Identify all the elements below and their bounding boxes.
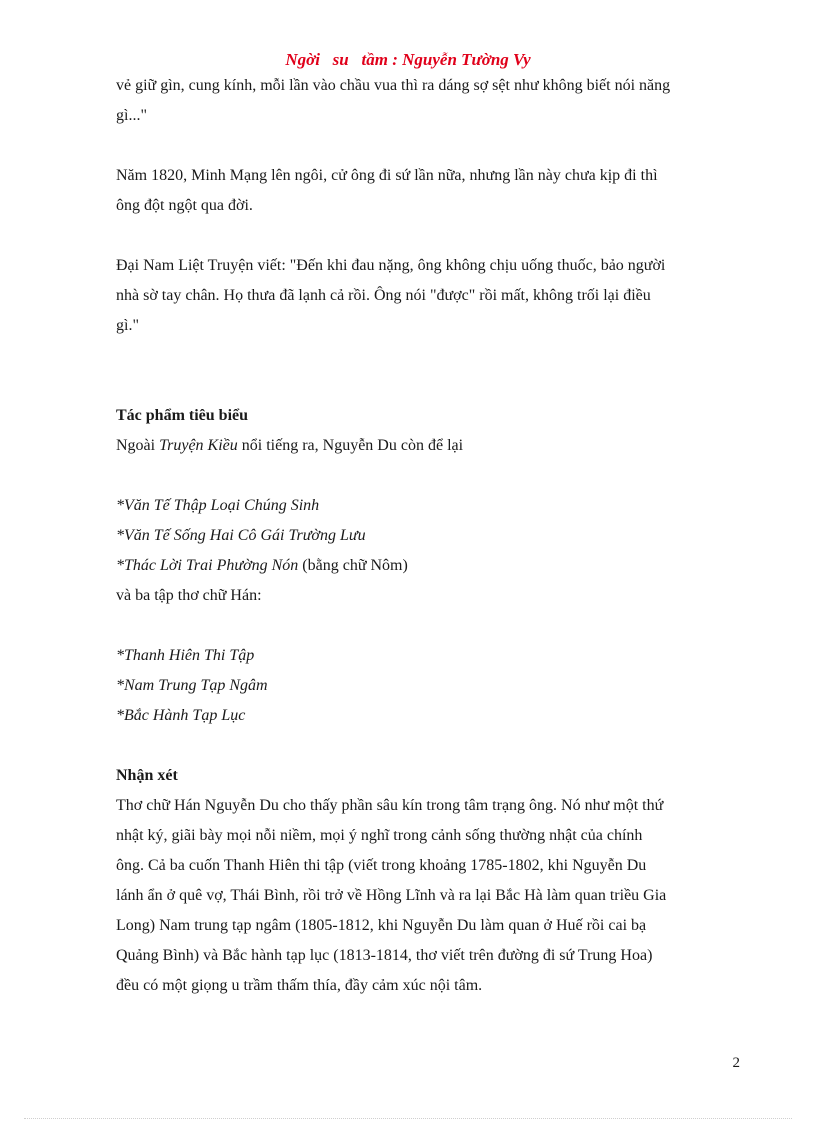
work-item-han-3: *Bắc Hành Tạp Lục [116,707,246,724]
paragraph-line: gì." [116,317,139,334]
review-line: Thơ chữ Hán Nguyễn Du cho thấy phần sâu kín trong tâm trạng ông. Nó như một thứ [116,797,664,814]
work-item-nom-2: *Văn Tế Sống Hai Cô Gái Trường Lưu [116,527,366,544]
page-header [0,50,816,70]
paragraph-line: vẻ giữ gìn, cung kính, mỗi lần vào chầu vua thì ra dáng sợ sệt như không biết nói năng [116,77,671,94]
han-intro: và ba tập thơ chữ Hán: [116,587,262,604]
work-item-nom-3-row [116,551,736,581]
paragraph-line: nhà sờ tay chân. Họ thưa đã lạnh cả rồi. Ông nói "được" rồi mất, không trối lại điều [116,287,651,304]
works-heading: Tác phẩm tiêu biểu [116,407,249,424]
review-line: Long) Nam trung tạp ngâm (1805-1812, khi Nguyễn Du làm quan ở Huế rồi cai bạ [116,917,647,934]
paragraph-line: gì..." [116,107,147,124]
works-intro-title: Truyện Kiều [159,437,238,454]
review-line: nhật ký, giãi bày mọi nỗi niềm, mọi ý nghĩ trong cảnh sống thường nhật của chính [116,827,643,844]
works-intro-after: nổi tiếng ra, Nguyễn Du còn để lại [237,437,464,454]
spacer [116,131,736,161]
spacer [116,611,736,641]
works-intro-before: Ngoài [116,437,160,454]
review-line: Quảng Bình) và Bắc hành tạp lục (1813-1814, thơ viết trên đường đi sứ Trung Hoa) [116,947,653,964]
work-item-nom-note: (bằng chữ Nôm) [298,557,408,574]
paragraph-line: ông đột ngột qua đời. [116,197,253,214]
paragraph-line: Đại Nam Liệt Truyện viết: "Đến khi đau nặng, ông không chịu uống thuốc, bảo người [116,257,666,274]
header-author: Nguyễn Tường Vy [402,50,531,69]
page-number: 2 [732,1055,740,1071]
spacer [116,731,736,761]
page-bottom-divider [24,1118,792,1119]
document-body [116,71,736,1001]
work-item-han-2: *Nam Trung Tạp Ngâm [116,677,268,694]
paragraph-line: Năm 1820, Minh Mạng lên ngôi, cử ông đi sứ lần nữa, nhưng lần này chưa kịp đi thì [116,167,658,184]
review-heading: Nhận xét [116,767,178,784]
review-line: đều có một giọng u trầm thấm thía, đầy cảm xúc nội tâm. [116,977,483,994]
review-line: lánh ẩn ở quê vợ, Thái Bình, rồi trở về Hồng Lĩnh và ra lại Bắc Hà làm quan triều Gia [116,887,667,904]
work-item-nom-1: *Văn Tế Thập Loại Chúng Sinh [116,497,320,514]
works-intro [116,431,736,461]
review-line: ông. Cả ba cuốn Thanh Hiên thi tập (viết trong khoảng 1785-1802, khi Nguyễn Du [116,857,647,874]
header-prefix: Ngời su tầm : [285,50,398,69]
work-item-nom-3: *Thác Lời Trai Phường Nón [116,557,299,574]
spacer [116,461,736,491]
work-item-han-1: *Thanh Hiên Thi Tập [116,647,255,664]
spacer [116,221,736,251]
spacer [116,341,736,401]
